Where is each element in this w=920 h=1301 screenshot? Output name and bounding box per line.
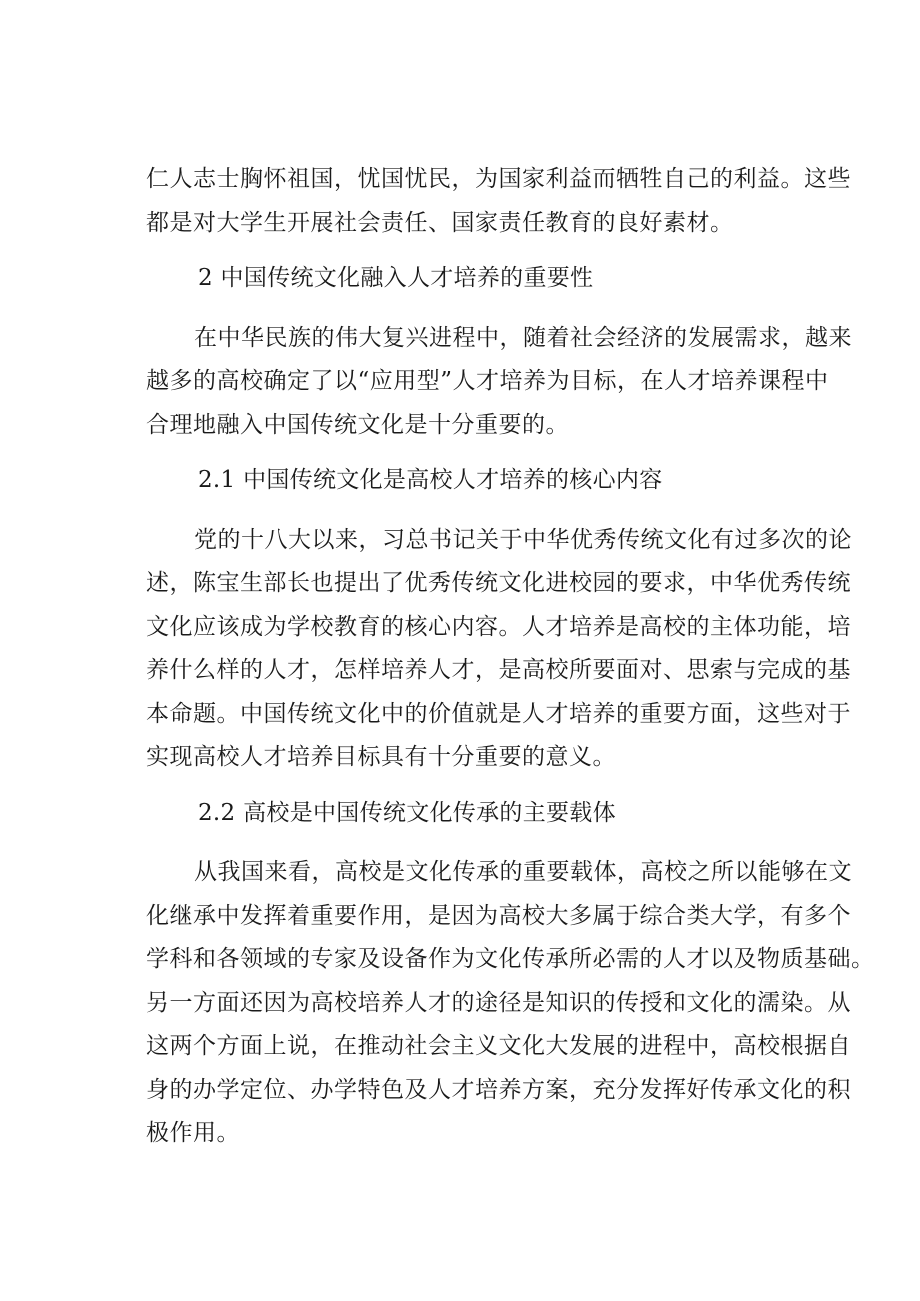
section-heading-2-2: 2.2 高校是中国传统文化传承的主要载体 (198, 799, 616, 826)
text-line: 身的办学定位、办学特色及人才培养方案，充分发挥好传承文化的积 (146, 1076, 851, 1103)
section-heading-2: 2 中国传统文化融入人才培养的重要性 (198, 265, 594, 291)
text-line: 养什么样的人才，怎样培养人才，是高校所要面对、思索与完成的基 (146, 657, 851, 683)
text-line: 实现高校人才培养目标具有十分重要的意义。 (146, 744, 616, 770)
paragraph-core-content (146, 519, 852, 780)
text-line: 极作用。 (146, 1120, 240, 1146)
text-line: 在中华民族的伟大复兴进程中，随着社会经济的发展需求，越来 (194, 324, 852, 351)
text-line: 化继承中发挥着重要作用，是因为高校大多属于综合类大学，有多个 (146, 902, 851, 929)
text-line: 从我国来看，高校是文化传承的重要载体，高校之所以能够在文 (194, 859, 852, 885)
document-page (146, 158, 875, 1156)
paragraph-carrier (146, 851, 875, 1156)
text-line: 越多的高校确定了以“应用型”人才培养为目标，在人才培养课程中 (146, 368, 829, 394)
text-line: 文化应该成为学校教育的核心内容。人才培养是高校的主体功能，培 (146, 613, 851, 640)
paragraph-continuation (146, 158, 851, 245)
paragraph-importance (146, 317, 852, 448)
text-line: 都是对大学生开展社会责任、国家责任教育的良好素材。 (146, 209, 734, 236)
text-line: 本命题。中国传统文化中的价值就是人才培养的重要方面，这些对于 (146, 700, 851, 727)
text-line: 另一方面还因为高校培养人才的途径是知识的传授和文化的濡染。从 (146, 989, 851, 1016)
text-line: 这两个方面上说，在推动社会主义文化大发展的进程中，高校根据自 (146, 1033, 851, 1059)
text-line: 党的十八大以来，习总书记关于中华优秀传统文化有过多次的论 (194, 526, 852, 553)
section-heading-2-1: 2.1 中国传统文化是高校人才培养的核心内容 (198, 467, 663, 493)
text-line: 仁人志士胸怀祖国，忧国忧民，为国家利益而牺牲自己的利益。这些 (146, 166, 851, 192)
text-line: 合理地融入中国传统文化是十分重要的。 (146, 411, 569, 438)
text-line: 学科和各领域的专家及设备作为文化传承所必需的人才以及物质基础。 (146, 946, 875, 972)
text-line: 述，陈宝生部长也提出了优秀传统文化进校园的要求，中华优秀传统 (146, 570, 851, 596)
